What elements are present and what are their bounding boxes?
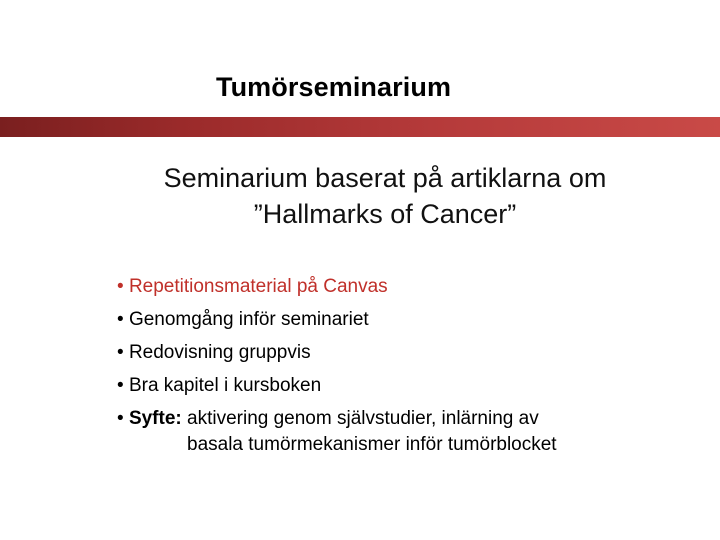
bullet-text: Genomgång inför seminariet [128, 309, 369, 330]
bullet-icon: • [117, 375, 124, 396]
bullet-item-redovisning [117, 340, 707, 366]
bullet-label: Syfte: [128, 408, 182, 429]
bullet-item-genomgang [117, 307, 707, 333]
subtitle-line-2: ”Hallmarks of Cancer” [253, 199, 517, 229]
bullet-item-kapitel [117, 373, 707, 399]
bullet-icon: • [117, 342, 124, 363]
subtitle-line-1: Seminarium baserat på artiklarna om [163, 163, 607, 193]
bullet-icon: • [117, 408, 124, 429]
slide-subtitle [100, 160, 670, 232]
bullet-continuation: basala tumörmekanismer inför tumörblocket [187, 434, 557, 455]
slide-title: Tumörseminarium [216, 72, 452, 102]
bullet-text: Repetitionsmaterial på Canvas [128, 276, 388, 297]
bullet-text: aktivering genom självstudier, inlärning av [187, 408, 539, 429]
title-divider-band [0, 117, 720, 137]
bullet-text: Redovisning gruppvis [128, 342, 311, 363]
bullet-text: Bra kapitel i kursboken [128, 375, 322, 396]
bullet-icon: • [117, 309, 124, 330]
bullet-item-syfte [117, 406, 707, 458]
bullet-icon: • [117, 276, 124, 297]
bullet-list [117, 274, 707, 465]
bullet-item-repetitionsmaterial [117, 274, 707, 300]
